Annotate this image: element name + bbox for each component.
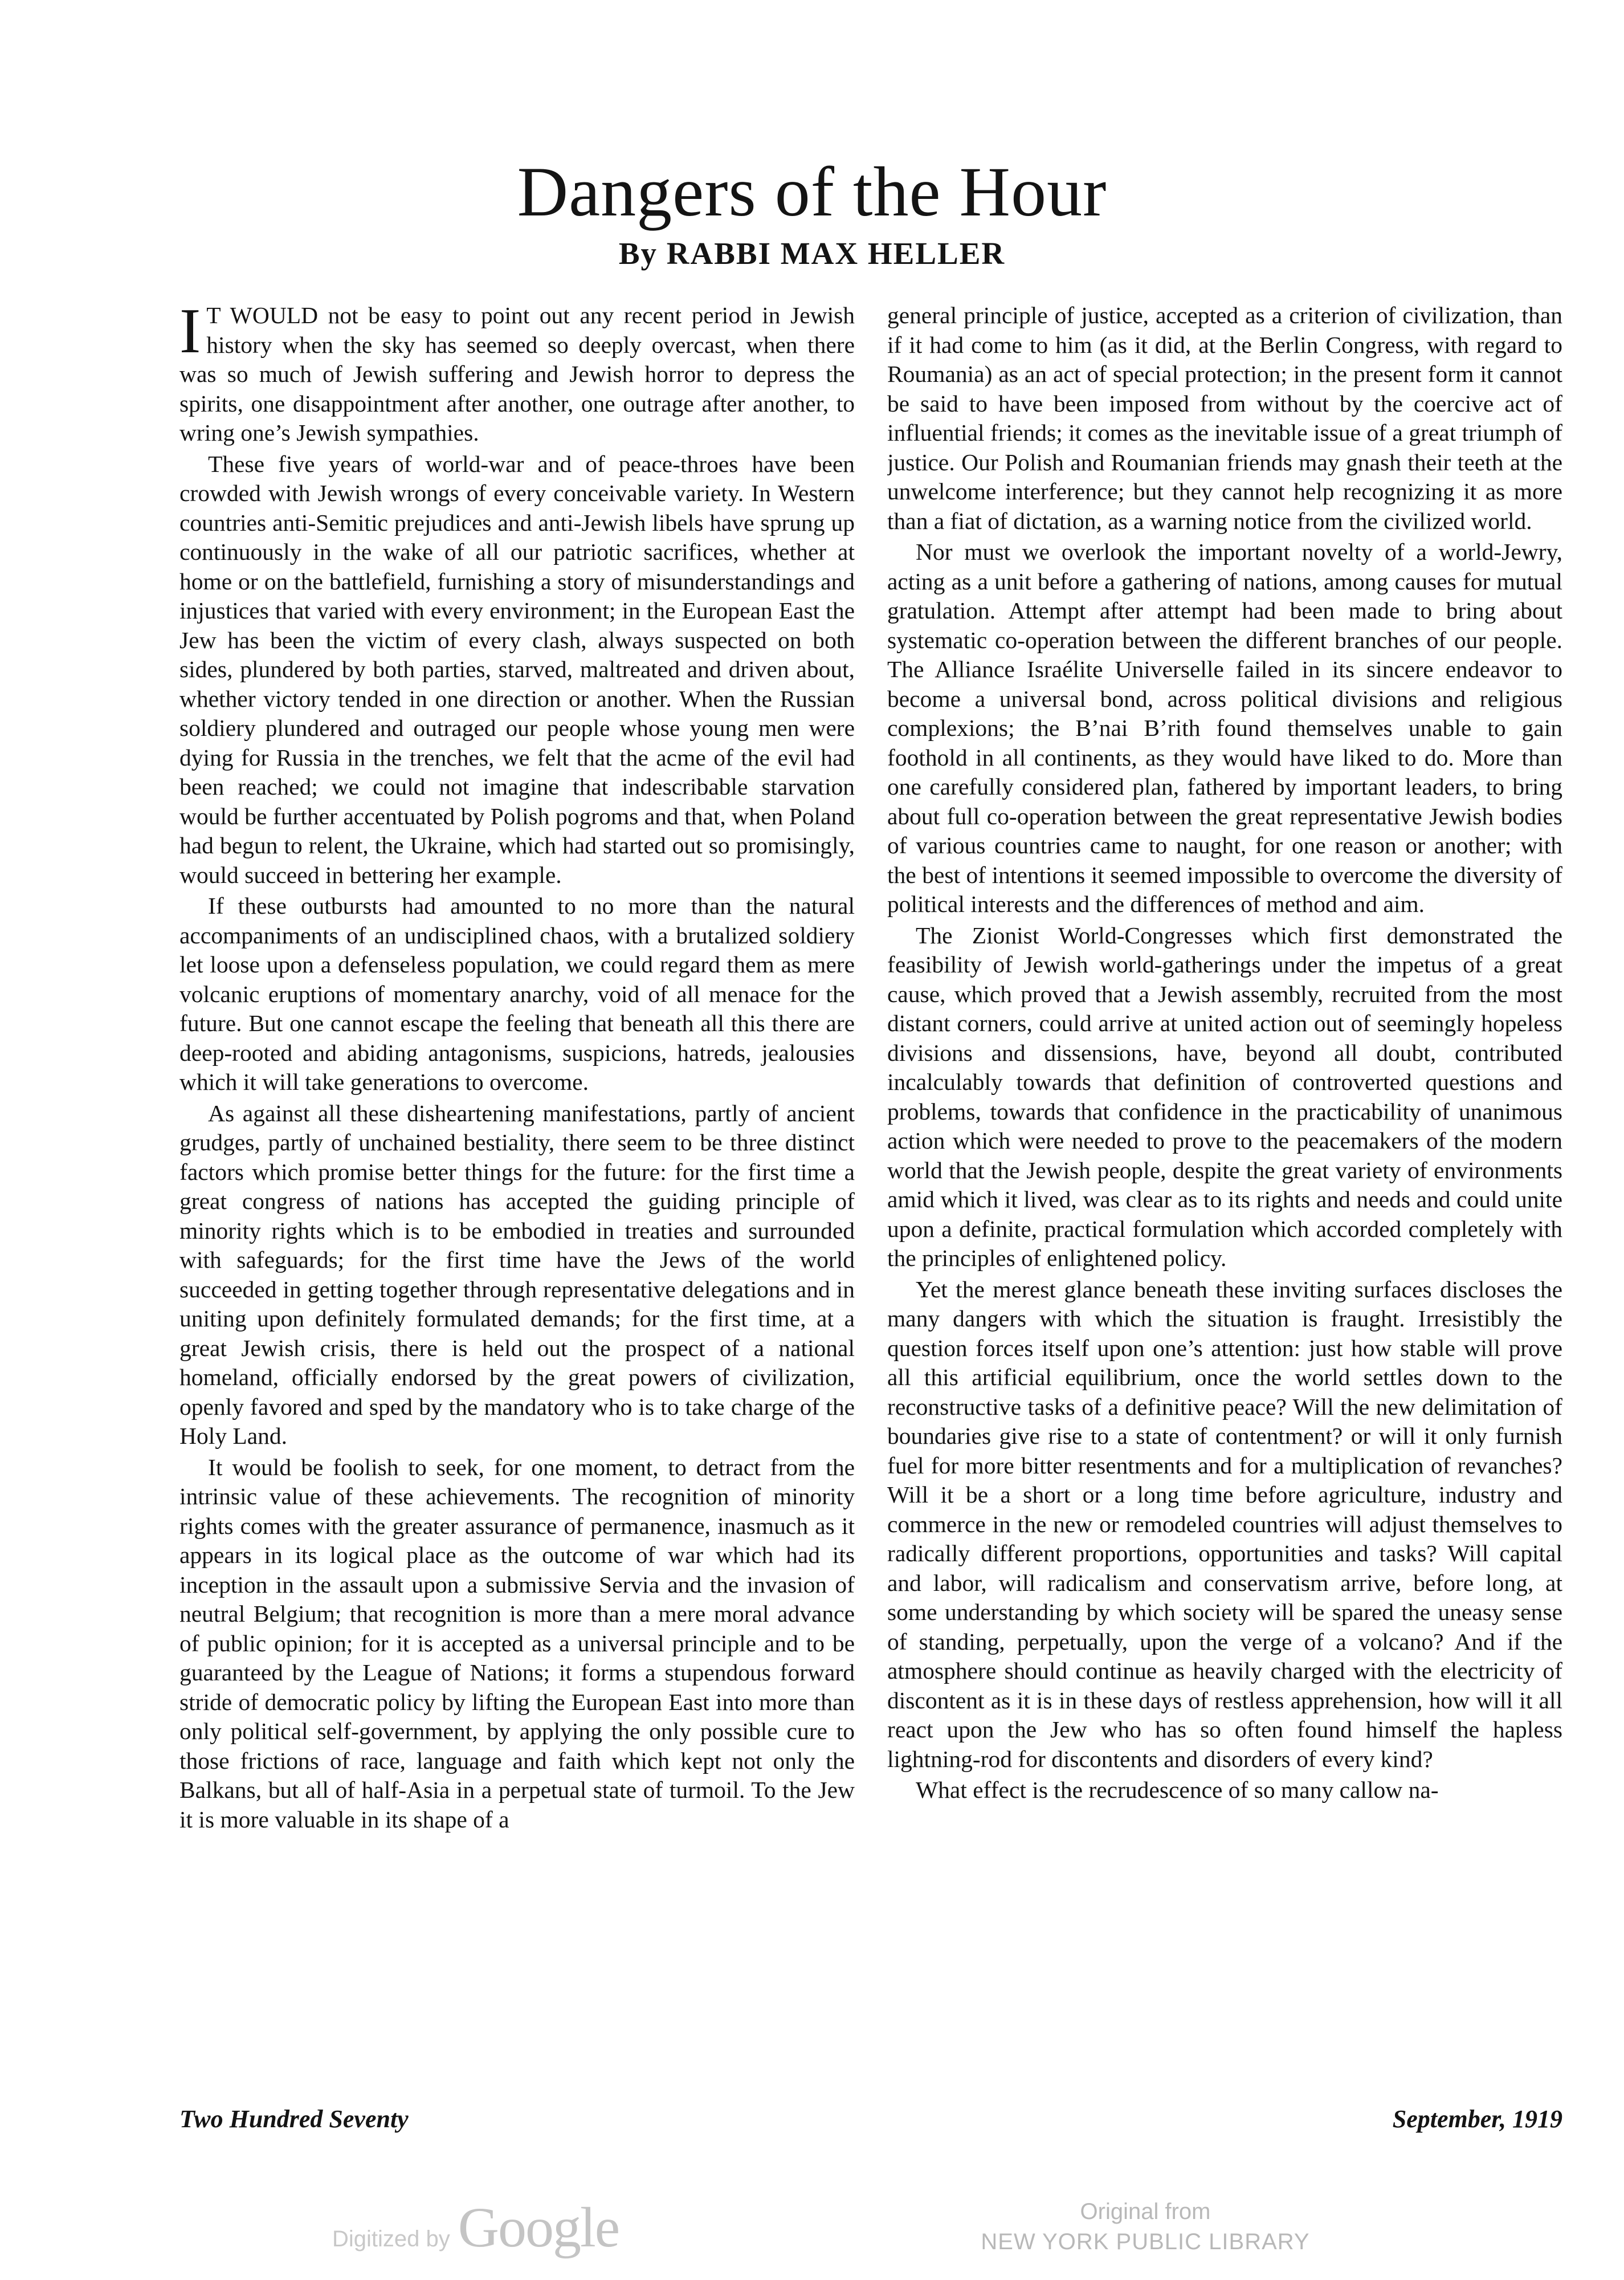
google-logo: Google [458, 2196, 619, 2259]
digitized-watermark [332, 2194, 619, 2257]
page-number-label: Two Hundred Seventy [179, 2105, 409, 2133]
original-from-label: Original from [1080, 2199, 1211, 2224]
library-watermark [969, 2197, 1322, 2258]
drop-cap: I [179, 301, 201, 367]
right-column [887, 301, 1562, 2074]
article-byline: By RABBI MAX HELLER [618, 236, 1006, 271]
paragraph-3: If these outbursts had amounted to no more than the natural accompaniments of an undisciplined chaos, with a brutalized soldiery let loose upon a defenseless population, we could regard them as mere volcanic eruptions of momentary anarchy, void of all menace for the future. But one cannot escape the feeling that beneath all this there are deep-rooted and abiding antagonisms, suspicions, hatreds, jealousies which it will take generations to overcome. [179, 893, 855, 1095]
library-name: NEW YORK PUBLIC LIBRARY [981, 2229, 1310, 2254]
paragraph-10: What effect is the recrudescence of so many callow na- [916, 1777, 1439, 1803]
paragraph-5: It would be foolish to seek, for one moment, to detract from the intrinsic value of these achievements. The recognition of minority rights comes with the greater assurance of permanence, inasmuch as it appears in its logical place as the outcome of war which had its inception in the assault upon a submissive Servia and the invasion of neutral Belgium; that recognition is more than a mere moral advance of public opinion; for it is accepted as a universal principle and to be guaranteed by the League of Nations; it forms a stupendous forward stride of democratic policy by lifting the European East into more than only political self-government, by applying the only possible cure to those frictions of race, language and faith which kept not only the Balkans, but all of half-Asia in a perpetual state of turmoil. To the Jew it is more valuable in its shape of a [179, 1453, 855, 1833]
paragraph-7: Nor must we overlook the important novelty of a world-Jewry, acting as a unit before a gathering of nations, among causes for mutual gratulation. Attempt after attempt had been made to bring about systematic co-operation between the different branches of our people. The Alliance Israélite Universelle failed in its sincere endeavor to become a universal bond, across political divisions and religious complexions; the B’nai B’rith found themselves unable to gain foothold in all continents, as they would have liked to do. More than one carefully considered plan, fathered by important leaders, to bring about full co-operation between the great representative Jewish bodies of various countries came to naught, for one reason or another; with the best of intentions it seemed impossible to overcome the diversity of political interests and the differences of method and aim. [887, 539, 1562, 917]
paragraph-4: As against all these disheartening manifestations, partly of ancient grudges, partly of unchained bestiality, there seem to be three distinct factors which promise better things for the future: for the first time a great congress of nations has accepted the guiding principle of minority rights which is to be embodied in treaties and surrounded with safeguards; for the first time have the Jews of the world succeeded in getting together through representative delegations and in uniting upon definitely formulated demands; for the first time, at a great Jewish crisis, there is held out the prospect of a national homeland, officially endorsed by the great powers of civilization, openly favored and sped by the mandatory who is to take charge of the Holy Land. [179, 1100, 855, 1449]
issue-date: September, 1919 [1392, 2105, 1562, 2133]
article-title: Dangers of the Hour [517, 153, 1107, 231]
paragraph-6: general principle of justice, accepted as a criterion of civilization, than if it had come to him (as it did, at the Berlin Congress, with regard to Roumania) as an act of special protection; in the present form it cannot be said to have been imposed from without by the coercive act of influential friends; it comes as the inevitable issue of a great triumph of justice. Our Polish and Roumanian friends may gnash their teeth at the unwelcome interference; but they cannot help recognizing it as more than a fiat of dictation, as a warning notice from the civilized world. [887, 302, 1562, 534]
paragraph-8: The Zionist World-Congresses which first demonstrated the feasibility of Jewish world-gatherings under the impetus of a great cause, which proved that a Jewish assembly, recruited from the most distant corners, could arrive at united action out of seemingly hopeless divisions and dissensions, have, beyond all doubt, contributed incalculably towards that definition of controverted questions and problems, towards that confidence in the practicability of unanimous action which were needed to prove to the peacemakers of the modern world that the Jewish people, despite the great variety of environments amid which it lived, was clear as to its rights and needs and could unite upon a definite, practical formulation which accorded completely with the principles of enlightened policy. [887, 922, 1562, 1271]
paragraph-2: These five years of world-war and of peace-throes have been crowded with Jewish wrongs of every conceivable variety. In Western countries anti-Semitic prejudices and anti-Jewish libels have sprung up continuously in the wake of all our patriotic sacrifices, whether at home or on the battlefield, furnishing a story of misunderstandings and injustices that varied with every environment; in the European East the Jew has been the victim of every clash, always suspected on both sides, plundered by both parties, starved, maltreated and driven about, whether victory tended in one direction or another. When the Russian soldiery plundered and outraged our people whose young men were dying for Russia in the trenches, we felt that the acme of the evil had been reached; we could not imagine that indescribable starvation would be further accentuated by Polish pogroms and that, when Poland had begun to relent, the Ukraine, which had started out so promisingly, would succeed in bettering her example. [179, 450, 855, 888]
paragraph-1 [179, 301, 855, 448]
paragraph-9: Yet the merest glance beneath these inviting surfaces discloses the many dangers with which the situation is fraught. Irresistibly the question forces itself upon one’s attention: just how stable will prove all this artificial equilibrium, once the world settles down to the reconstructive tasks of a definitive peace? Will the new delimitation of boundaries give rise to a state of contentment? or will it only furnish fuel for more bitter resentments and for a multiplication of revanches? Will it be a short or a long time before agriculture, industry and commerce in the new or remodeled countries will adjust themselves to radically different proportions, opportunities and tasks? Will capital and labor, will radicalism and conservatism arrive, before long, at some understanding by which society will be spared the uneasy sense of standing, perpetually, upon the verge of a volcano? And if the atmosphere should continue as heavily charged with the electricity of discontent as it is in these days of restless apprehension, how will it all react upon the Jew who has so often found himself the hapless lightning-rod for discontents and disorders of every kind? [887, 1276, 1562, 1772]
left-column [179, 301, 855, 2074]
digitized-label: Digitized by [332, 2226, 450, 2252]
paragraph-1-text: T WOULD not be easy to point out any recent period in Jewish history when the sky has seemed so deeply overcast, when there was so much of Jewish suffering and Jewish horror to depress the spirits, one disappointment after another, one outrage after another, to wring one’s Jewish sympathies. [179, 302, 855, 446]
